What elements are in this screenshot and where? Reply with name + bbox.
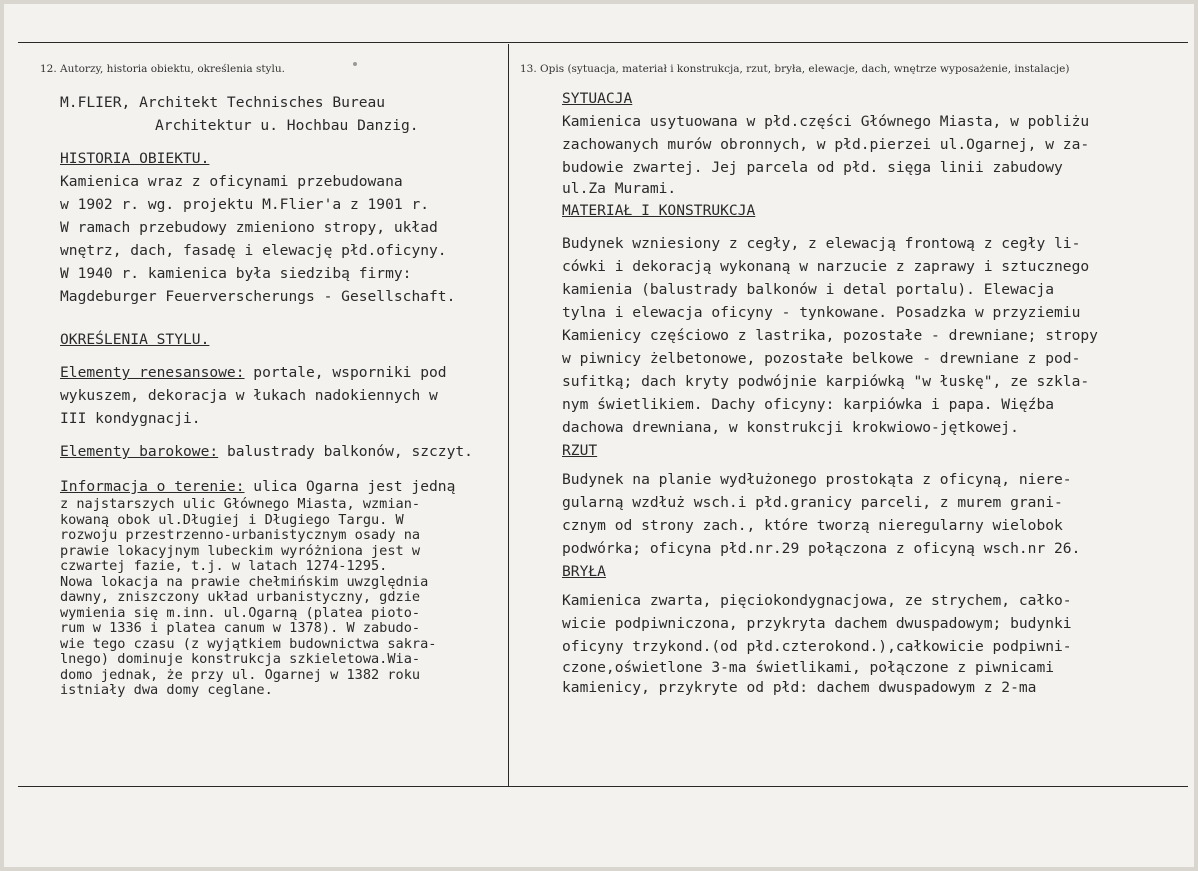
- material-text: [562, 232, 1192, 439]
- situation-line: budowie zwartej. Jej parcela od płd. sięga linii zabudowy: [562, 159, 1063, 176]
- left-column-header: 12. Autorzy, historia obiektu, określenia stylu.: [40, 63, 285, 75]
- mass-line: oficyny trzykond.(od płd.czterokond.),całkowicie podpiwni-: [562, 638, 1072, 655]
- terrain-paragraph: [60, 477, 512, 699]
- material-line: sufitką; dach kryty podwójnie karpiówką "w łuskę", ze szkla-: [562, 373, 1090, 390]
- bottom-rule: [18, 786, 1188, 787]
- history-line: W ramach przebudowy zmieniono stropy, układ: [60, 219, 438, 236]
- right-column-header: 13. Opis (sytuacja, materiał i konstrukcja, rzut, bryła, elewacje, dach, wnętrze wyposażenie, instalacje): [520, 63, 1070, 75]
- terrain-line: czwartej fazie, t.j. w latach 1274-1295.: [60, 558, 388, 574]
- style-heading: OKREŚLENIA STYLU.: [60, 331, 210, 348]
- terrain-line: dawny, zniszczony układ urbanistyczny, gdzie: [60, 589, 421, 605]
- situation-line: Kamienica usytuowana w płd.części Głównego Miasta, w pobliżu: [562, 113, 1090, 130]
- renaissance-text: portale, wsporniki pod: [244, 364, 447, 381]
- baroque-text: balustrady balkonów, szczyt.: [218, 443, 473, 460]
- history-heading: HISTORIA OBIEKTU.: [60, 150, 210, 167]
- author-line: Architektur u. Hochbau Danzig.: [155, 117, 419, 134]
- history-line: w 1902 r. wg. projektu M.Flier'a z 1901 r.: [60, 196, 430, 213]
- renaissance-line: III kondygnacji.: [60, 410, 201, 427]
- mass-line: czone,oświetlone 3-ma świetlikami, połączone z piwnicami: [562, 659, 1055, 676]
- terrain-line: Nowa lokacja na prawie chełmińskim uwzględnia: [60, 573, 429, 590]
- ink-speck: [353, 62, 357, 66]
- terrain-line: domo jednak, że przy ul. Ogarnej w 1382 roku: [60, 666, 421, 683]
- material-heading: MATERIAŁ I KONSTRUKCJA: [562, 202, 756, 219]
- plan-line: cznym od strony zach., które tworzą nieregularny wielobok: [562, 517, 1063, 534]
- baroque-label: Elementy barokowe:: [60, 443, 219, 460]
- terrain-label: Informacja o terenie:: [60, 478, 245, 495]
- top-rule: [18, 42, 1188, 43]
- mass-line: Kamienica zwarta, pięciokondygnacjowa, ze strychem, całko-: [562, 592, 1072, 609]
- terrain-line: rum w 1336 i platea canum w 1378). W zabudo-: [60, 620, 421, 636]
- mass-text: [562, 589, 1192, 698]
- material-line: tylna i elewacja oficyny - tynkowane. Posadzka w przyziemiu: [562, 304, 1081, 321]
- material-line: dachowa drewniana, w konstrukcji krokwiowo-jętkowej.: [562, 419, 1019, 436]
- mass-line: wicie podpiwniczona, przykryta dachem dwuspadowym; budynki: [562, 615, 1072, 632]
- author-line: M.FLIER, Architekt Technisches Bureau: [60, 94, 386, 111]
- history-line: Kamienica wraz z oficynami przebudowana: [60, 173, 403, 190]
- plan-line: podwórka; oficyna płd.nr.29 połączona z oficyną wsch.nr 26.: [562, 540, 1081, 557]
- history-text: [60, 170, 512, 308]
- terrain-line: rozwoju przestrzenno-urbanistycznym osady na: [60, 527, 421, 543]
- plan-line: Budynek na planie wydłużonego prostokąta z oficyną, niere-: [562, 471, 1072, 488]
- history-line: W 1940 r. kamienica była siedzibą firmy:: [60, 265, 412, 282]
- right-column: [562, 87, 1192, 698]
- situation-line: ul.Za Murami.: [562, 180, 677, 197]
- terrain-line: wymienia się m.inn. ul.Ogarną (platea pioto-: [60, 604, 421, 621]
- mass-heading: BRYŁA: [562, 563, 606, 580]
- terrain-line: kowaną obok ul.Długiej i Długiego Targu. W: [60, 511, 404, 528]
- renaissance-paragraph: [60, 361, 512, 430]
- history-line: Magdeburger Feuerverscherungs - Gesellschaft.: [60, 288, 456, 305]
- situation-line: zachowanych murów obronnych, w płd.pierzei ul.Ogarnej, w za-: [562, 136, 1090, 153]
- situation-text: [562, 110, 1192, 199]
- material-line: nym świetlikiem. Dachy oficyny: karpiówka i papa. Więźba: [562, 396, 1055, 413]
- plan-text: [562, 468, 1192, 560]
- plan-line: gularną wzdłuż wsch.i płd.granicy parceli, z murem grani-: [562, 494, 1063, 511]
- terrain-line: lnego) dominuje konstrukcja szkieletowa.Wia-: [60, 651, 421, 667]
- terrain-line: prawie lokacyjnym lubeckim wyróżniona jest w: [60, 542, 421, 559]
- renaissance-label: Elementy renesansowe:: [60, 364, 245, 381]
- baroque-paragraph: [60, 440, 512, 463]
- terrain-line: istniały dwa domy ceglane.: [60, 682, 273, 698]
- material-line: cówki i dekoracją wykonaną w narzucie z zaprawy i sztucznego: [562, 258, 1090, 275]
- material-line: kamienia (balustrady balkonów i detal portalu). Elewacja: [562, 281, 1055, 298]
- material-line: w piwnicy żelbetonowe, pozostałe belkowe - drewniane z pod-: [562, 350, 1081, 367]
- terrain-line: z najstarszych ulic Głównego Miasta, wzmian-: [60, 496, 421, 512]
- mass-line: kamienicy, przykryte od płd: dachem dwuspadowym z 2-ma: [562, 679, 1037, 696]
- terrain-line: wie tego czasu (z wyjątkiem budownictwa sakra-: [60, 635, 437, 652]
- situation-heading: SYTUACJA: [562, 90, 633, 107]
- history-line: wnętrz, dach, fasadę i elewację płd.oficyny.: [60, 242, 447, 259]
- plan-heading: RZUT: [562, 442, 598, 459]
- material-line: Kamienicy częściowo z lastrika, pozostałe - drewniane; stropy: [562, 327, 1098, 344]
- terrain-text: ulica Ogarna jest jedną: [244, 478, 456, 495]
- renaissance-line: wykuszem, dekoracja w łukach nadokiennych w: [60, 387, 438, 404]
- material-line: Budynek wzniesiony z cegły, z elewacją frontową z cegły li-: [562, 235, 1081, 252]
- left-column: [60, 91, 512, 699]
